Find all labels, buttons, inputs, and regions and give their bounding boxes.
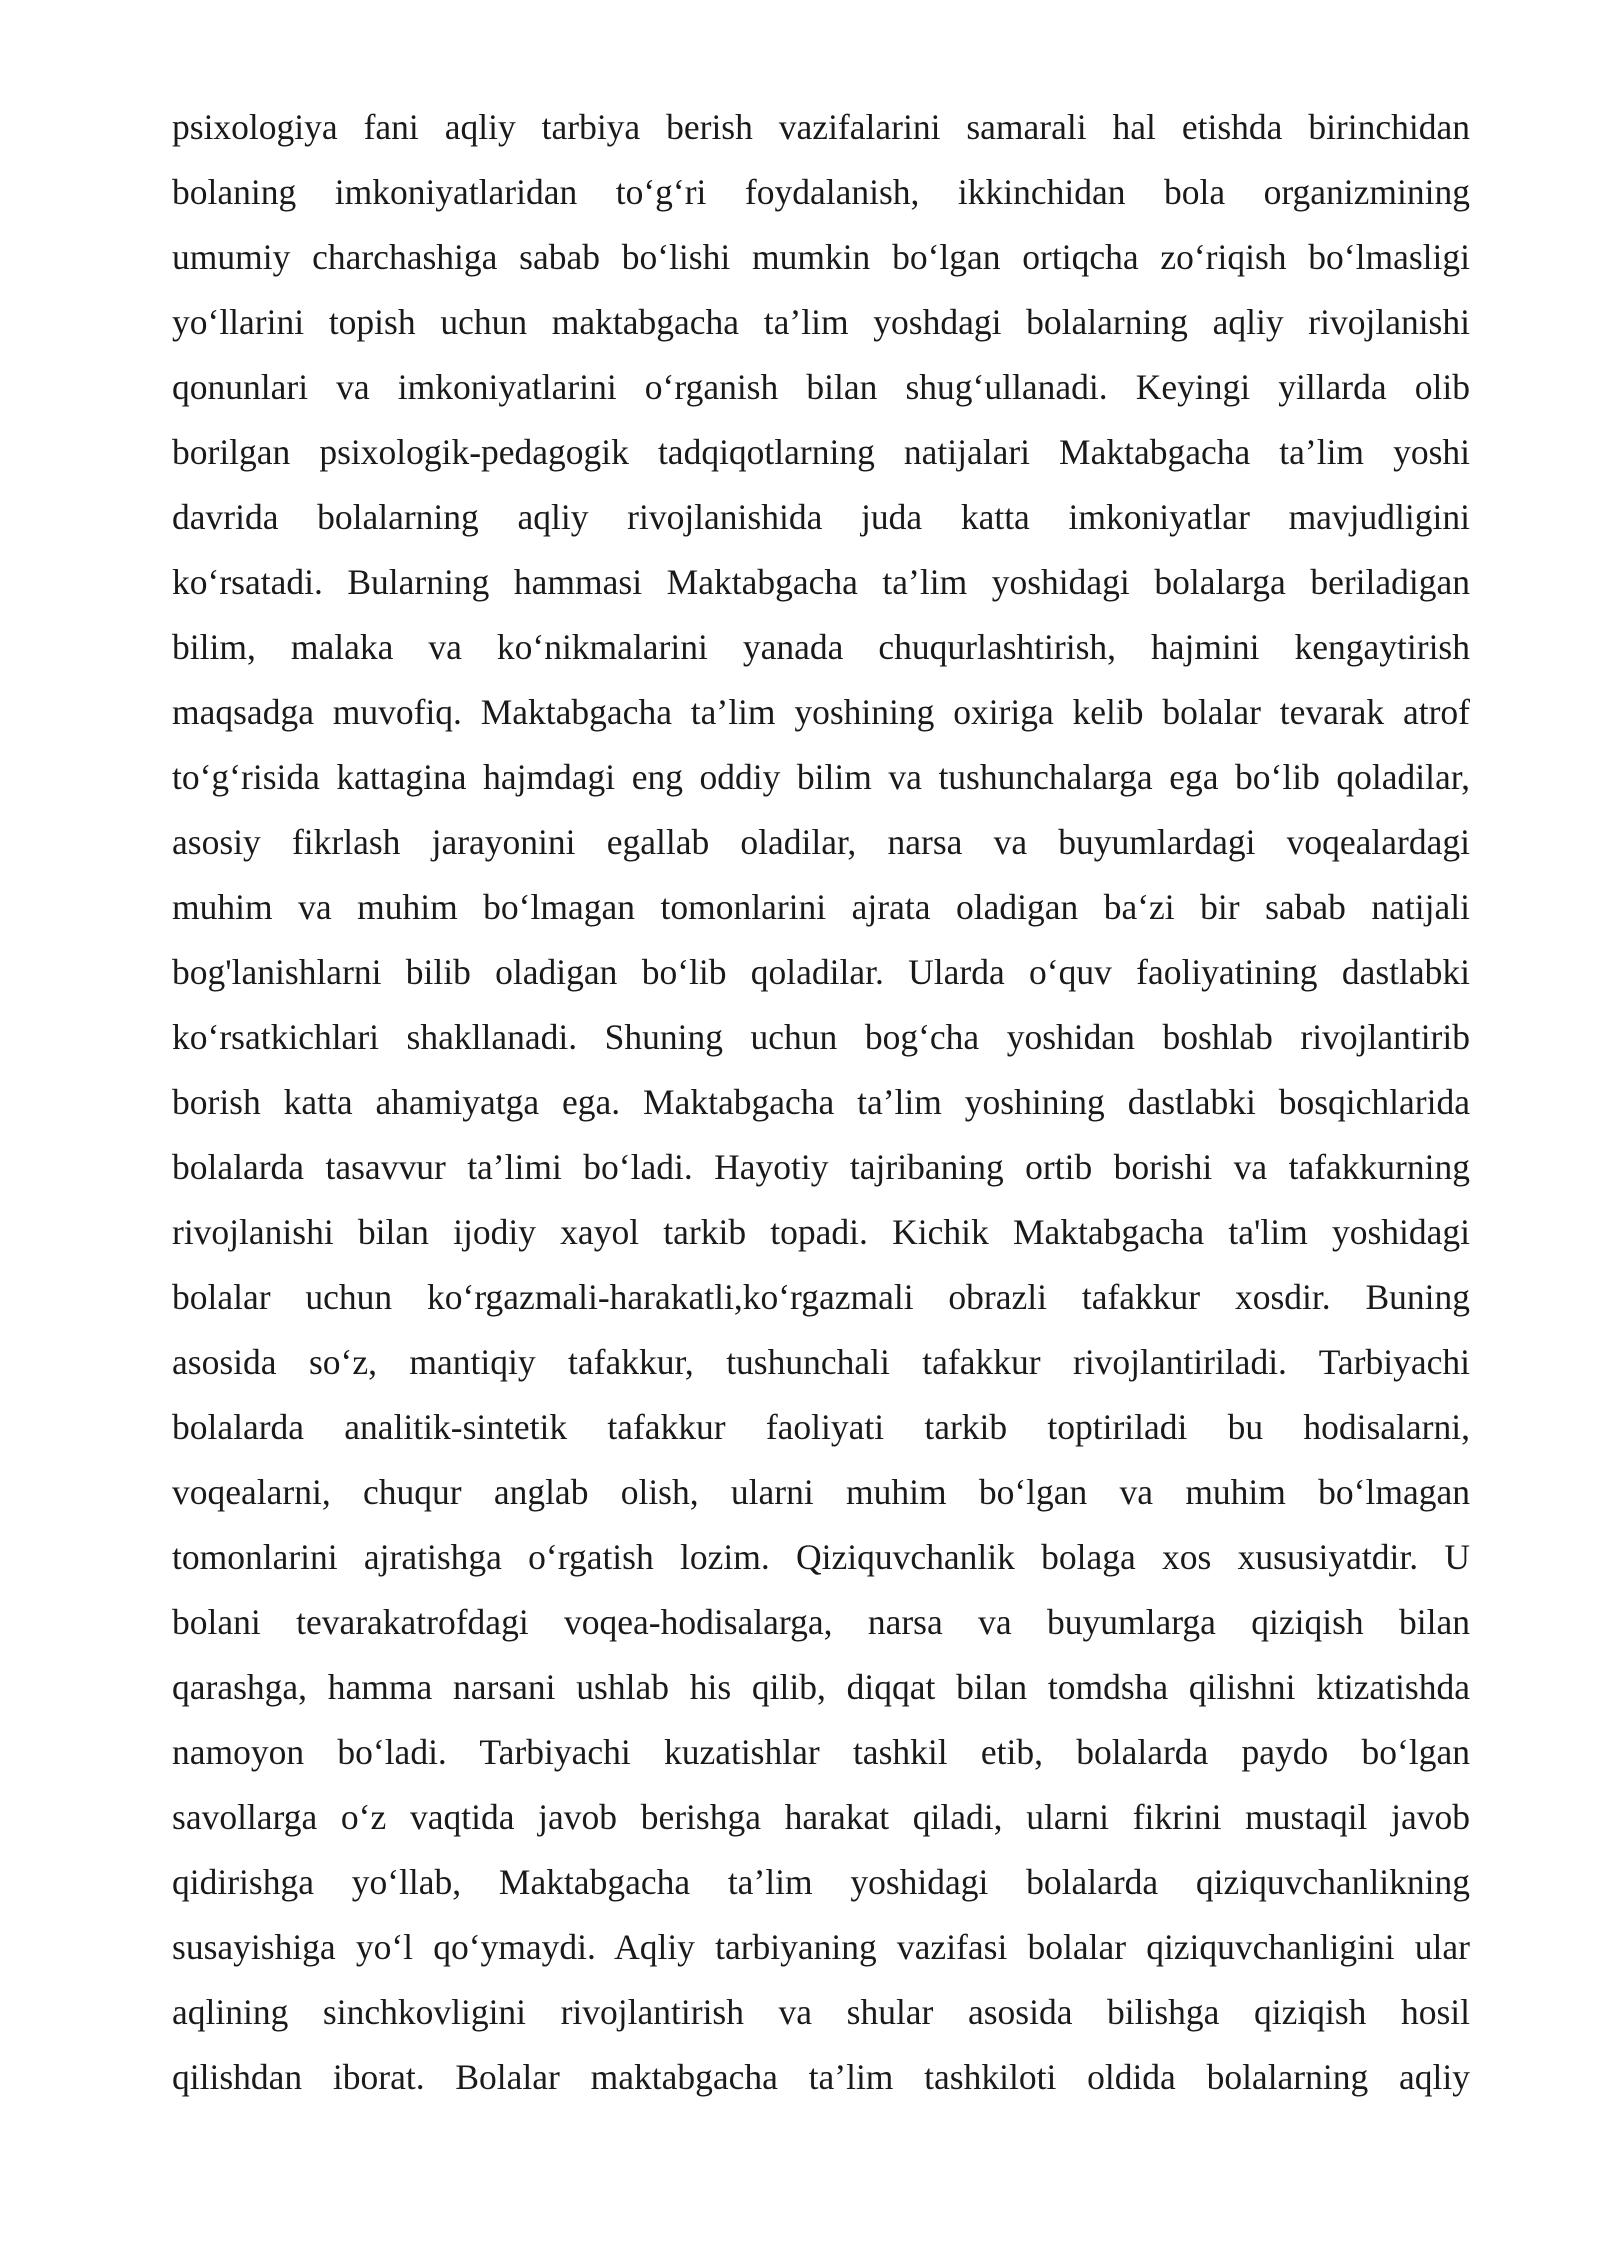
text-line: yo‘llarini topish uchun maktabgacha ta’lim yoshdagi bolalarning aqliy rivojlanishi — [172, 302, 1470, 342]
text-line: susayishiga yo‘l qo‘ymaydi. Aqliy tarbiyaning vazifasi bolalar qiziquvchanligini ular — [172, 1927, 1470, 1967]
text-line: bolani tevarakatrofdagi voqea-hodisalarga, narsa va buyumlarga qiziqish bilan — [172, 1602, 1470, 1642]
text-line: bolalar uchun ko‘rgazmali-harakatli,ko‘rgazmali obrazli tafakkur xosdir. Buning — [172, 1277, 1470, 1317]
text-line: asosiy fikrlash jarayonini egallab oladilar, narsa va buyumlardagi voqealardagi — [172, 822, 1470, 862]
text-line: bolalarda tasavvur ta’limi bo‘ladi. Hayotiy tajribaning ortib borishi va tafakkurning — [172, 1147, 1470, 1187]
text-line: savollarga o‘z vaqtida javob berishga harakat qiladi, ularni fikrini mustaqil javob — [172, 1797, 1470, 1837]
text-line: voqealarni, chuqur anglab olish, ularni muhim bo‘lgan va muhim bo‘lmagan — [172, 1472, 1470, 1512]
text-line: qidirishga yo‘llab, Maktabgacha ta’lim yoshidagi bolalarda qiziquvchanlikning — [172, 1862, 1470, 1902]
text-line: to‘g‘risida kattagina hajmdagi eng oddiy bilim va tushunchalarga ega bo‘lib qoladilar, — [172, 757, 1470, 797]
text-line: borilgan psixologik-pedagogik tadqiqotlarning natijalari Maktabgacha ta’lim yoshi — [172, 432, 1470, 472]
text-line: umumiy charchashiga sabab bo‘lishi mumkin bo‘lgan ortiqcha zo‘riqish bo‘lmasligi — [172, 237, 1470, 277]
text-line: qarashga, hamma narsani ushlab his qilib, diqqat bilan tomdsha qilishni ktizatishda — [172, 1667, 1470, 1707]
text-line: ko‘rsatadi. Bularning hammasi Maktabgacha ta’lim yoshidagi bolalarga beriladigan — [172, 562, 1470, 602]
body-paragraph — [172, 95, 1470, 2110]
text-line: tomonlarini ajratishga o‘rgatish lozim. Qiziquvchanlik bolaga xos xususiyatdir. U — [172, 1537, 1470, 1577]
text-line: borish katta ahamiyatga ega. Maktabgacha ta’lim yoshining dastlabki bosqichlarida — [172, 1082, 1470, 1122]
text-line: ko‘rsatkichlari shakllanadi. Shuning uchun bog‘cha yoshidan boshlab rivojlantirib — [172, 1017, 1470, 1057]
text-line: qilishdan iborat. Bolalar maktabgacha ta’lim tashkiloti oldida bolalarning aqliy — [172, 2057, 1470, 2097]
text-line: davrida bolalarning aqliy rivojlanishida juda katta imkoniyatlar mavjudligini — [172, 497, 1470, 537]
text-line: bolaning imkoniyatlaridan to‘g‘ri foydalanish, ikkinchidan bola organizmining — [172, 172, 1470, 212]
text-line: bog'lanishlarni bilib oladigan bo‘lib qoladilar. Ularda o‘quv faoliyatining dastlabki — [172, 952, 1470, 992]
text-line: bolalarda analitik-sintetik tafakkur faoliyati tarkib toptiriladi bu hodisalarni, — [172, 1407, 1470, 1447]
text-line: namoyon bo‘ladi. Tarbiyachi kuzatishlar tashkil etib, bolalarda paydo bo‘lgan — [172, 1732, 1470, 1772]
text-line: rivojlanishi bilan ijodiy xayol tarkib topadi. Kichik Maktabgacha ta'lim yoshidagi — [172, 1212, 1470, 1252]
text-line: maqsadga muvofiq. Maktabgacha ta’lim yoshining oxiriga kelib bolalar tevarak atrof — [172, 692, 1470, 732]
text-line: bilim, malaka va ko‘nikmalarini yanada chuqurlashtirish, hajmini kengaytirish — [172, 627, 1470, 667]
text-line: asosida so‘z, mantiqiy tafakkur, tushunchali tafakkur rivojlantiriladi. Tarbiyachi — [172, 1342, 1470, 1382]
text-line: aqlining sinchkovligini rivojlantirish va shular asosida bilishga qiziqish hosil — [172, 1992, 1470, 2032]
text-line: psixologiya fani aqliy tarbiya berish vazifalarini samarali hal etishda birinchidan — [172, 107, 1470, 147]
text-line: qonunlari va imkoniyatlarini o‘rganish bilan shug‘ullanadi. Keyingi yillarda olib — [172, 367, 1470, 407]
text-line: muhim va muhim bo‘lmagan tomonlarini ajrata oladigan ba‘zi bir sabab natijali — [172, 887, 1470, 927]
